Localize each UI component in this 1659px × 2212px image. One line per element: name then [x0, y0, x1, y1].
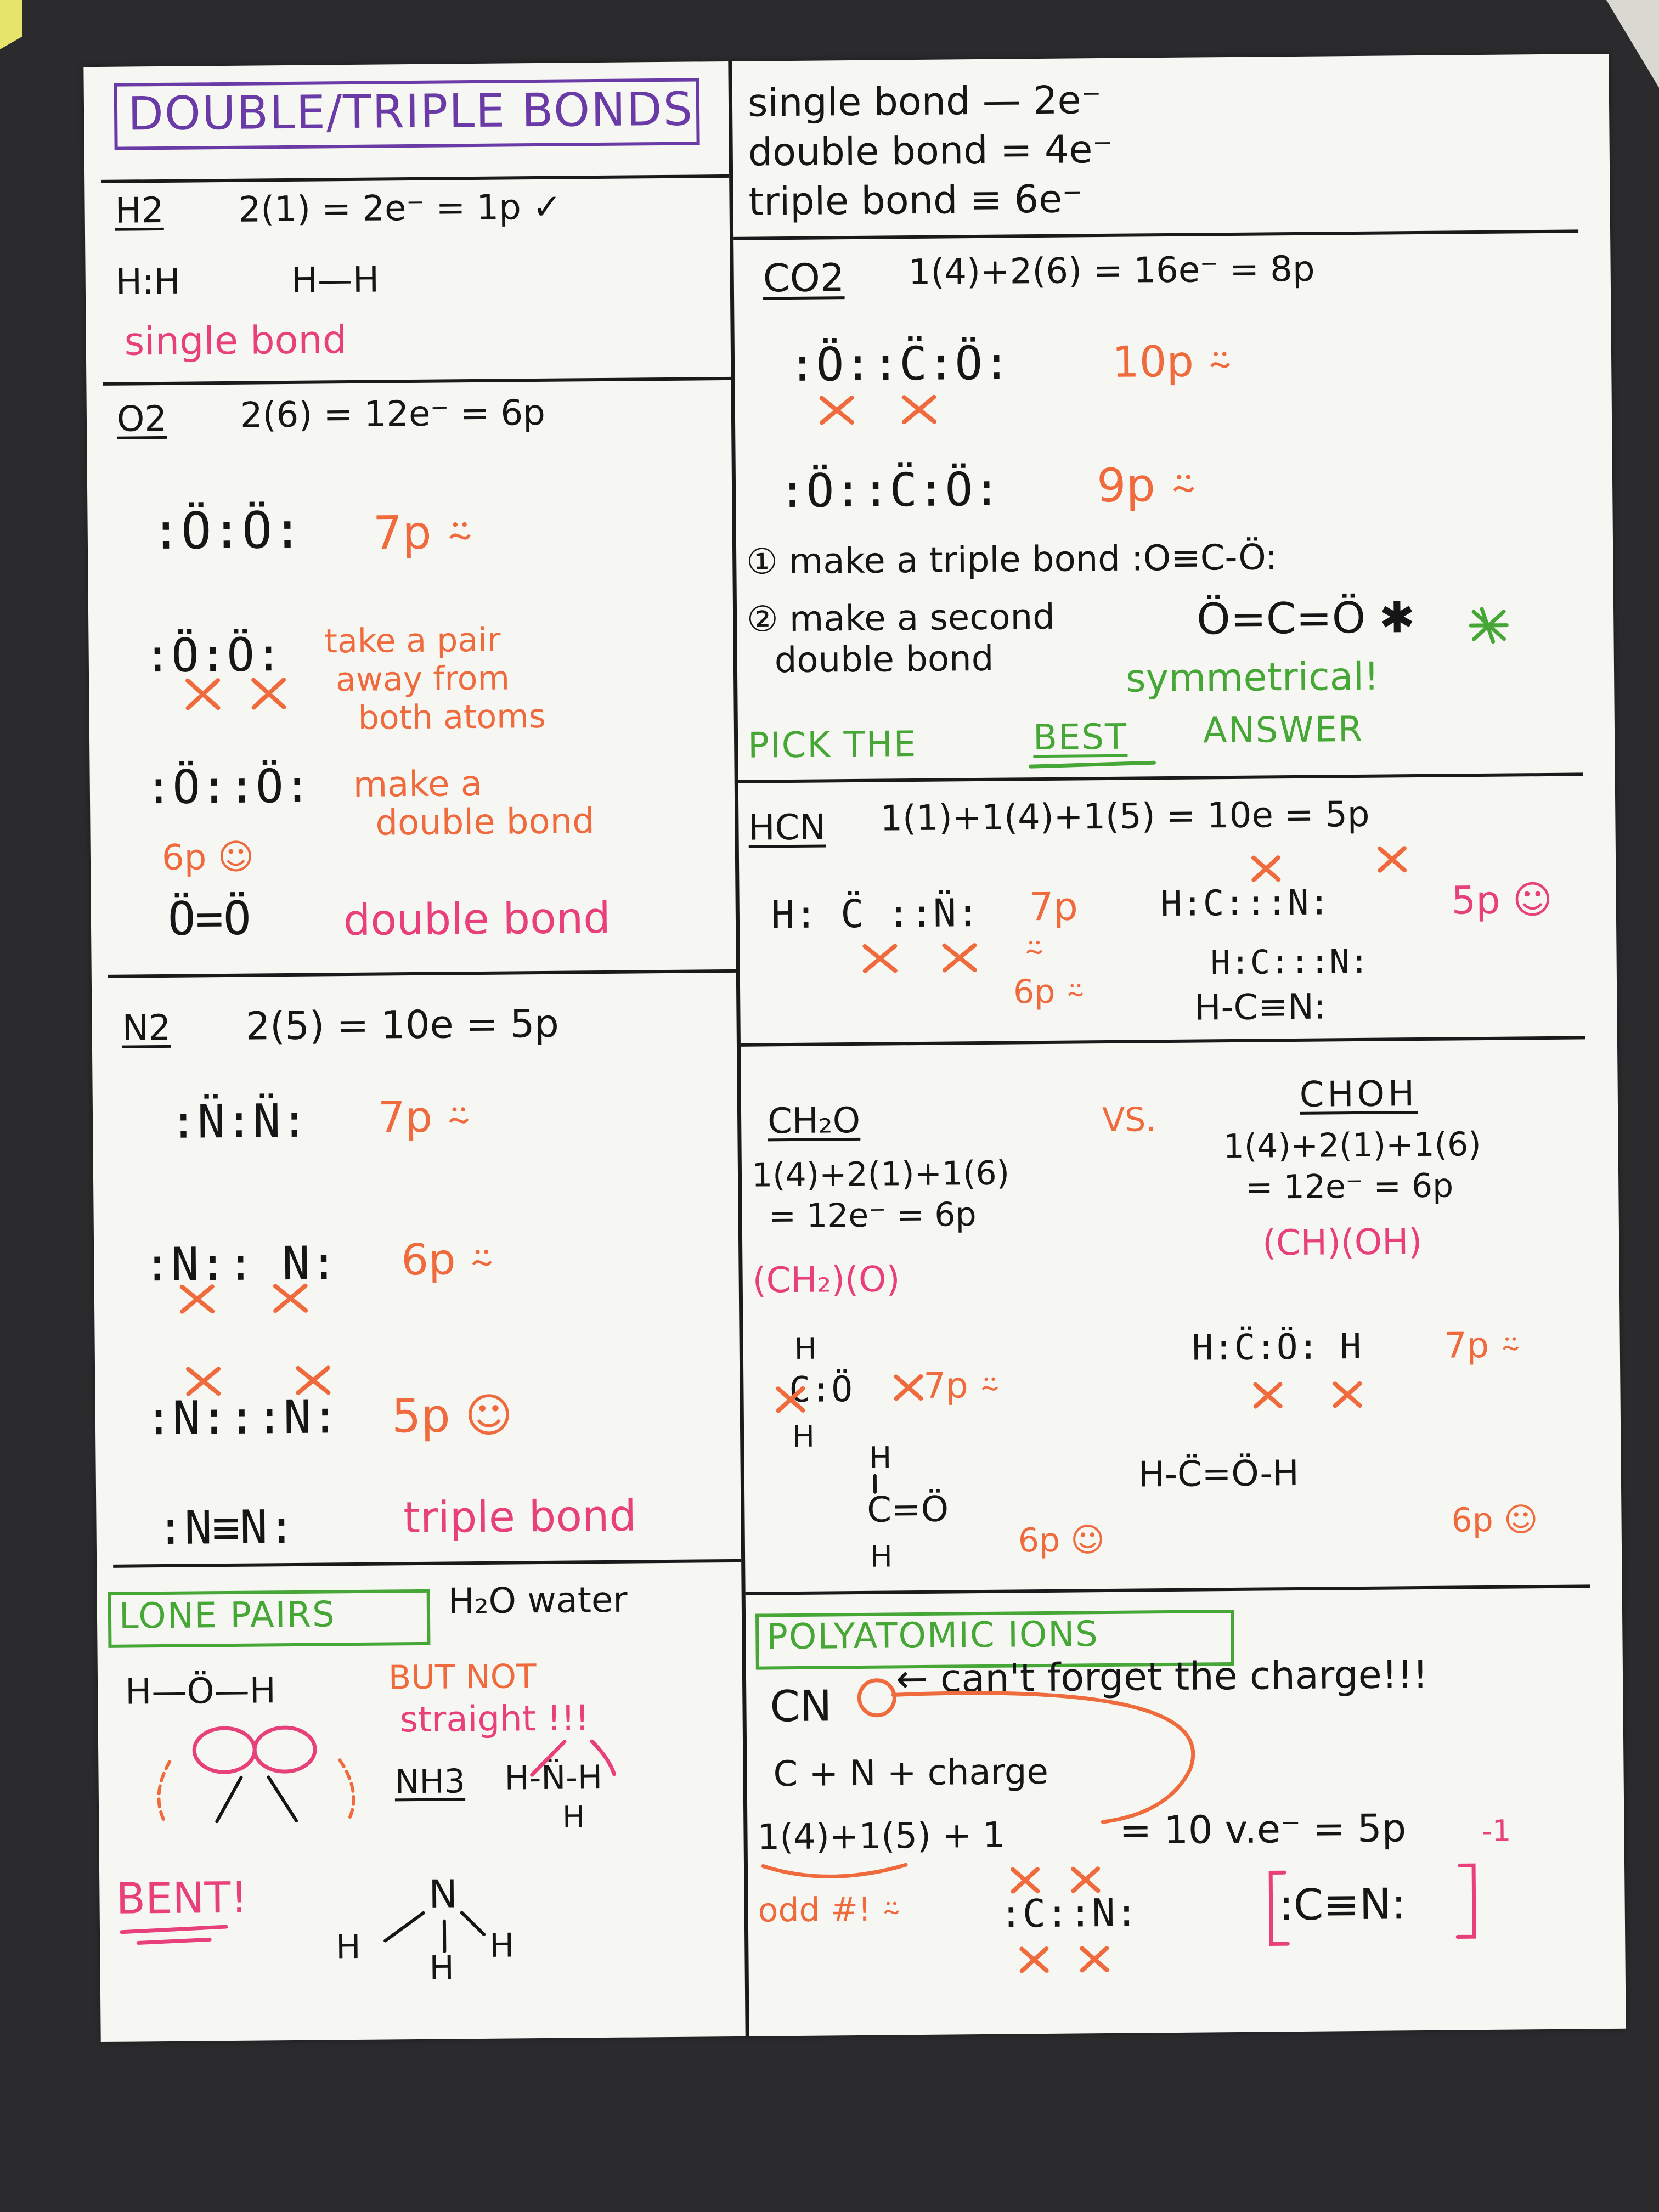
- cn-label: CN: [770, 1681, 832, 1732]
- lone-pairs-heading: LONE PAIRS: [119, 1594, 336, 1637]
- co2-row1-note: 10p ⍨: [1111, 336, 1233, 387]
- hcn-note7: 7p: [1029, 884, 1079, 930]
- answer-label: ANSWER: [1203, 709, 1364, 752]
- water-bond-right: [269, 1777, 297, 1821]
- o2-row2-note-1: take a pair: [324, 620, 501, 661]
- nh3-h-left: H: [335, 1927, 361, 1967]
- legend-triple: triple bond ≡ 6e⁻: [748, 176, 1083, 224]
- bent-underline: [122, 1927, 226, 1943]
- co2-step2b: double bond: [774, 638, 994, 681]
- o2-row3-struct: :Ö::Ö:: [144, 759, 312, 815]
- ch2o-label: CH₂O: [767, 1100, 861, 1142]
- n2-row2-note: 6p ⍨: [400, 1234, 495, 1285]
- bent-label: BENT!: [116, 1873, 248, 1924]
- best-underline: [1030, 763, 1154, 766]
- co2-row2-note: 9p ⍨: [1096, 458, 1198, 513]
- hcn-struct3: H:C:::N:: [1210, 942, 1369, 983]
- odd-note: odd #! ⍨: [758, 1890, 902, 1930]
- cross-mark-cn-3: [1022, 1949, 1046, 1971]
- cross-mark-o2-left: [188, 680, 218, 708]
- cross-mark-n2-row3-right: [298, 1368, 328, 1392]
- water-struct: H—Ö—H: [125, 1671, 276, 1713]
- n2-row1-struct: :N̈:N̈:: [169, 1093, 309, 1149]
- h2-line: H—H: [291, 259, 380, 301]
- hcn-note-face: ⍨: [1024, 928, 1046, 970]
- co2-step2-struct: Ö=C=Ö ✱: [1196, 593, 1415, 645]
- n2-row4-struct: :N≡N:: [156, 1499, 296, 1555]
- polyatomic-line2: C + N + charge: [773, 1751, 1049, 1795]
- o2-row3-count: 6p ☺: [161, 837, 255, 879]
- odd-brace: [763, 1865, 906, 1877]
- cross-mark-ch2o-b: [896, 1376, 921, 1398]
- water-bond-left: [217, 1778, 242, 1821]
- cross-mark-o2-right: [253, 680, 284, 707]
- choh-calc2: = 12e⁻ = 6p: [1245, 1166, 1454, 1207]
- choh-struct2: H-C̈=Ö-H: [1138, 1453, 1300, 1496]
- but-not-label: BUT NOT: [388, 1657, 537, 1697]
- hcn-note6: 6p ⍨: [1013, 972, 1086, 1012]
- ch2o-calc2: = 12e⁻ = 6p: [768, 1195, 977, 1236]
- h2-note: single bond: [124, 317, 347, 364]
- ch2o-note6: 6p ☺: [1018, 1521, 1105, 1560]
- symmetrical-label: symmetrical!: [1125, 653, 1380, 701]
- legend-single: single bond — 2e⁻: [747, 77, 1102, 126]
- o2-row3-note-2: double bond: [375, 801, 595, 844]
- o2-row2-struct: :Ö:Ö:: [143, 628, 283, 683]
- cross-mark-hcn2-n: [1380, 848, 1404, 870]
- co2-row2-struct: :Ö::C̈:Ö:: [778, 462, 1001, 518]
- o2-row1-struct: :Ö:Ö:: [150, 500, 303, 561]
- polyatomic-heading: POLYATOMIC IONS: [766, 1614, 1099, 1658]
- co2-row1-struct: :Ö::C̈:Ö:: [788, 336, 1011, 392]
- o2-row1-note: 7p ⍨: [373, 505, 475, 560]
- straight-arrow-right: [592, 1741, 614, 1774]
- n2-row1-note: 7p ⍨: [377, 1092, 472, 1143]
- ch2o-struct1: C:Ö: [789, 1369, 853, 1411]
- ch2o-h-bottom2: H: [870, 1539, 893, 1574]
- lone-pair-lobe-right: [255, 1728, 315, 1772]
- ch2o-struct1-note: 7p ⍨: [923, 1365, 1001, 1407]
- n2-label: N2: [122, 1007, 171, 1049]
- n2-row3-note: 5p ☺: [391, 1388, 514, 1443]
- choh-label: CHOH: [1299, 1074, 1418, 1115]
- cross-mark-hcn2-c: [1254, 857, 1278, 879]
- legend-double: double bond = 4e⁻: [748, 126, 1113, 175]
- charge-arrow-note: ← can't forget the charge!!!: [895, 1651, 1429, 1702]
- straight-label: straight !!!: [399, 1698, 590, 1741]
- h2-label: H2: [115, 190, 164, 232]
- cross-mark-hcn-right: [944, 945, 974, 970]
- cross-mark-cn-2: [1073, 1869, 1098, 1891]
- choh-struct1: H:C̈:Ö: H: [1192, 1326, 1362, 1369]
- ch2o-h-top: H: [794, 1331, 817, 1366]
- nh3-bond-right: [462, 1912, 484, 1934]
- final-bracket-right: [1457, 1865, 1474, 1937]
- cn-final: :C≡N:: [1279, 1880, 1406, 1931]
- ch2o-h-top2: H: [869, 1440, 892, 1475]
- o2-row4-struct: Ö=Ö: [167, 891, 252, 946]
- cross-mark-hcn-left: [865, 946, 895, 970]
- ch2o-groups: (CH₂)(O): [752, 1259, 900, 1301]
- hcn-struct1: H: C̈ ::N̈:: [771, 890, 980, 938]
- h2-lewis: H:H: [115, 261, 180, 303]
- polyatomic-line3: 1(4)+1(5) + 1: [757, 1815, 1006, 1858]
- nh3-bond-left: [385, 1913, 424, 1941]
- o2-row2-note-3: both atoms: [358, 697, 546, 737]
- vs-label: VS.: [1102, 1101, 1156, 1140]
- final-bracket-left: [1271, 1872, 1288, 1944]
- ch2o-calc1: 1(4)+2(1)+1(6): [751, 1154, 1010, 1195]
- nh3-h-bottom: H: [562, 1799, 585, 1835]
- water-label: H₂O water: [448, 1579, 628, 1622]
- hand-drawn-marks: [83, 54, 1626, 2042]
- star-mark: [1471, 609, 1507, 642]
- best-label: BEST: [1032, 716, 1128, 759]
- co2-label: CO2: [763, 255, 845, 301]
- pick-label: PICK THE: [747, 724, 917, 766]
- co2-step2a: ② make a second: [746, 596, 1056, 640]
- chemistry-poster: [83, 54, 1626, 2042]
- charge-circle: [859, 1680, 895, 1716]
- ch2o-h-bottom: H: [792, 1419, 815, 1454]
- n2-row3-struct: :N:::N:: [144, 1390, 340, 1446]
- cn-struct: :C::N:: [999, 1890, 1139, 1937]
- cross-mark-ch2o-a: [778, 1389, 803, 1410]
- cross-mark-n2-row3-left: [188, 1369, 218, 1393]
- water-arrow-left: [159, 1762, 170, 1822]
- choh-calc1: 1(4)+2(1)+1(6): [1223, 1125, 1481, 1166]
- cross-mark-choh-a: [1255, 1384, 1280, 1406]
- nh3-h-right: H: [489, 1926, 515, 1965]
- h2-calc: 2(1) = 2e⁻ = 1p ✓: [238, 187, 562, 230]
- hcn-calc: 1(1)+1(4)+1(5) = 10e = 5p: [880, 794, 1370, 839]
- straight-arrow-left: [532, 1742, 565, 1775]
- cross-mark-n2-row2-left: [182, 1286, 212, 1311]
- cross-mark-cn-1: [1013, 1869, 1037, 1891]
- water-arrow-right: [340, 1760, 354, 1820]
- nh3-line: H-N̈-H: [504, 1758, 603, 1798]
- cross-mark-co2-left: [822, 398, 852, 422]
- ch2o-struct2: C=Ö: [867, 1489, 949, 1531]
- co2-step1: ① make a triple bond :O≡C-Ö:: [746, 537, 1278, 583]
- hcn-note5: 5p ☺: [1451, 877, 1553, 923]
- o2-row2-note-2: away from: [335, 659, 510, 699]
- sticky-note-corner: [0, 0, 22, 49]
- page-title: DOUBLE/TRIPLE BONDS: [127, 82, 694, 141]
- hcn-struct2: H:C:::N:: [1160, 882, 1330, 925]
- cross-mark-cn-4: [1082, 1948, 1107, 1970]
- polyatomic-line3-result: = 10 v.e⁻ = 5p: [1119, 1805, 1407, 1853]
- co2-calc: 1(4)+2(6) = 16e⁻ = 8p: [908, 249, 1315, 294]
- cn-final-charge: -1: [1481, 1813, 1511, 1849]
- nh3-n: N: [428, 1871, 458, 1917]
- cross-mark-co2-mid: [904, 397, 934, 422]
- nh3-label: NH3: [394, 1762, 466, 1802]
- cross-mark-n2-row2-right: [275, 1286, 306, 1311]
- o2-label: O2: [116, 398, 167, 440]
- charge-curve-arrow: [893, 1691, 1194, 1824]
- lone-pair-lobe-left: [194, 1728, 255, 1773]
- nh3-h-mid: H: [429, 1949, 455, 1988]
- o2-row3-note-1: make a: [353, 763, 483, 805]
- n2-row4-note: triple bond: [403, 1491, 637, 1543]
- cross-mark-choh-b: [1335, 1384, 1359, 1406]
- n2-row2-struct: :N:: N:: [143, 1236, 338, 1292]
- hcn-label: HCN: [748, 807, 826, 849]
- choh-note6: 6p ☺: [1451, 1500, 1538, 1540]
- n2-calc: 2(5) = 10e = 5p: [245, 1001, 560, 1049]
- choh-groups: (CH)(OH): [1262, 1221, 1423, 1264]
- hcn-struct4: H-C≡N:: [1194, 986, 1326, 1029]
- o2-row4-note: double bond: [343, 893, 611, 946]
- choh-struct1-note: 7p ⍨: [1444, 1325, 1522, 1367]
- o2-calc: 2(6) = 12e⁻ = 6p: [240, 392, 546, 436]
